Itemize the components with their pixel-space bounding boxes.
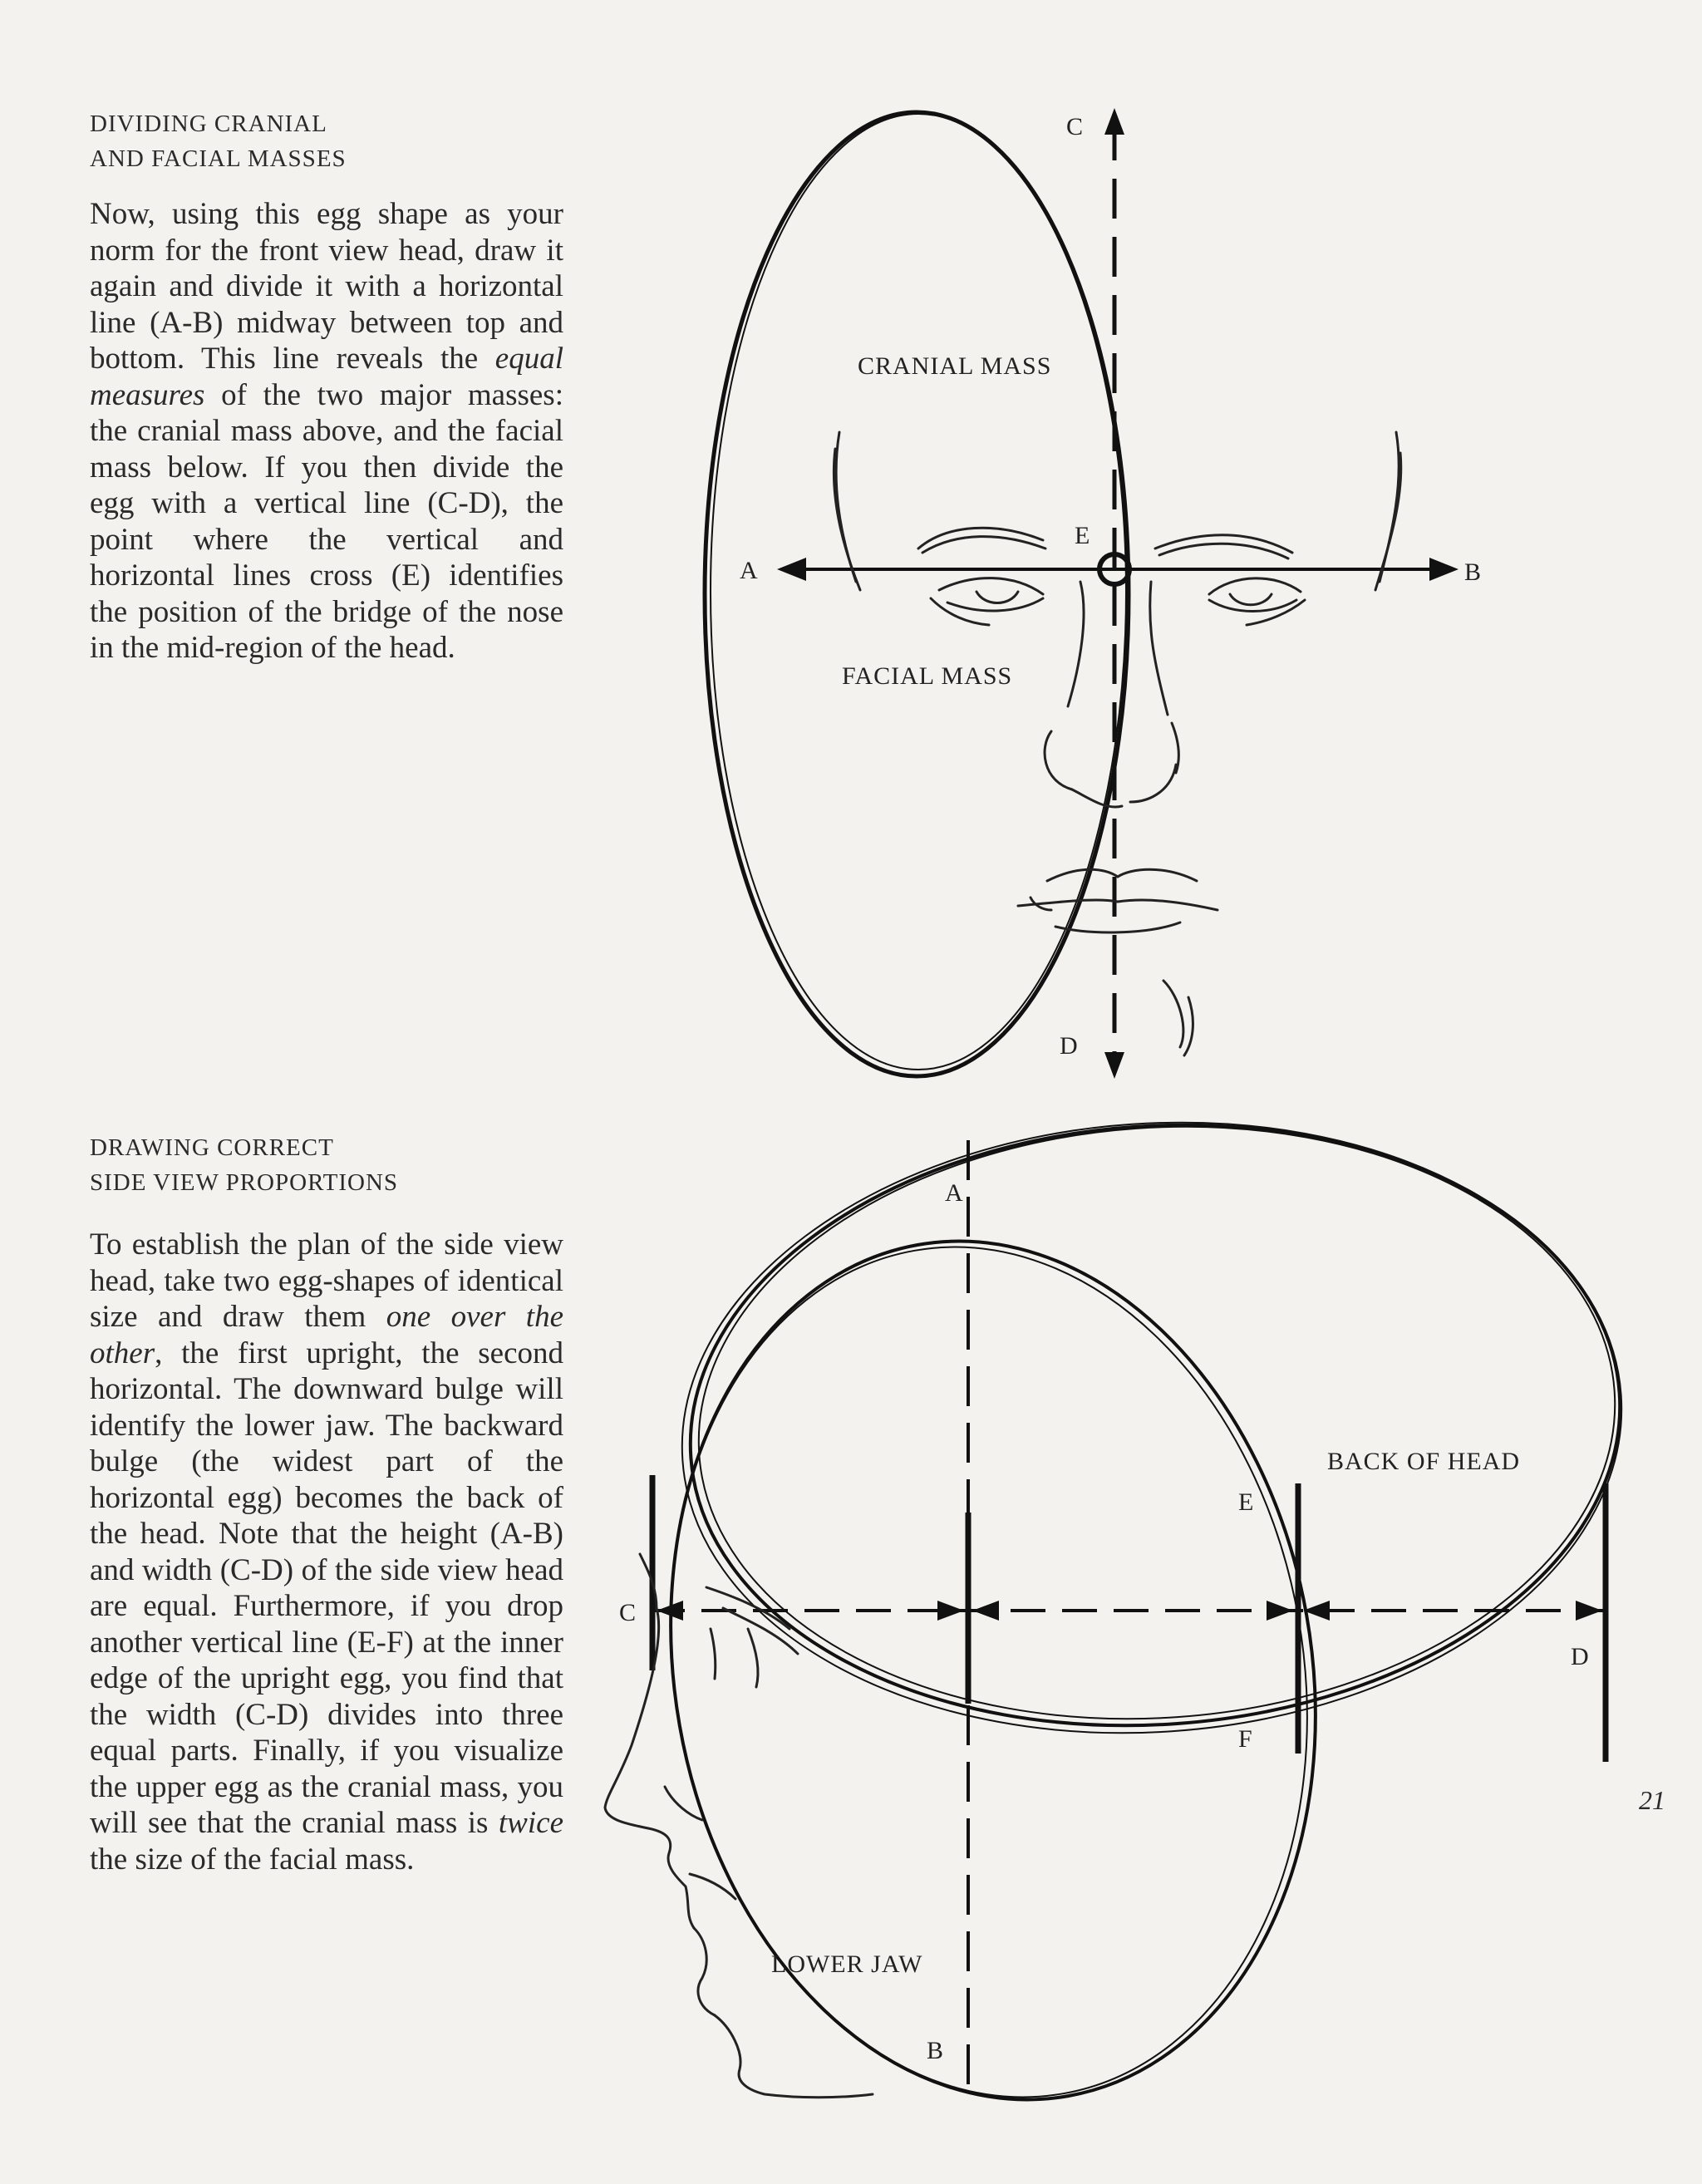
side-label-e: E [1238,1488,1254,1516]
front-arrow-a [777,558,806,581]
side-label-lower-jaw: LOWER JAW [771,1950,923,1978]
front-label-d: D [1060,1032,1078,1060]
heading-line: DRAWING CORRECT [90,1134,334,1161]
paragraph-text: , the first upright, the second horizontal. The downward bulge will identify the lower jaw. The backward bulge (the widest part of the horizontal egg) becomes the back of the head. Note that the height (A-B) and width (C-D) of the side view head are equal. Furthermore, if you drop another vertical line (E-F) at the inner edge of the upright egg, you find that the width (C-D) divides into three equal parts. Finally, if you visualize the upper egg as the cranial mass, you will see that the cranial mass is [90,1335,563,1840]
side-label-a: A [945,1179,963,1207]
emphasis-twice: twice [498,1806,563,1840]
side-label-f: F [1238,1725,1252,1753]
side-horizontal-egg [662,1091,1642,1763]
paragraph-text: Now, using this egg shape as your norm for the front view head, draw it again and divide it with a horizontal line (A-B) midway between top and bottom. This line reveals the [90,197,563,376]
front-label-cranial-mass: CRANIAL MASS [858,352,1052,380]
front-label-facial-mass: FACIAL MASS [842,662,1013,690]
front-label-e: E [1075,522,1090,549]
front-label-b: B [1464,558,1482,586]
emphasis-one-over-other: one over the other [90,1300,563,1370]
front-arrow-b [1429,558,1459,581]
paragraph-text: the size of the facial mass. [90,1842,415,1877]
emphasis-equal-measures: equal measures [90,342,563,412]
front-arrow-c [1104,108,1124,135]
side-label-d: D [1571,1643,1589,1670]
front-label-c: C [1066,113,1084,140]
side-label-back-of-head: BACK OF HEAD [1327,1448,1521,1475]
side-view-head-diagram [0,1097,1702,2177]
side-label-b: B [927,2037,944,2064]
front-arrow-d [1104,1052,1124,1079]
heading-line: SIDE VIEW PROPORTIONS [90,1169,399,1196]
front-label-a: A [740,557,758,584]
page-number: 21 [1639,1785,1665,1815]
paragraph-text: of the two major masses: the cranial mass above, and the facial mass below. If you then divide the egg with a vertical line (C-D), the point where the vertical and horizontal lines cross (E) identifies the position of the bridge of the nose in the mid-region of the head. [90,377,563,665]
front-egg-outline-echo [711,114,1126,1070]
heading-line: AND FACIAL MASSES [90,145,347,172]
paragraph-text: To establish the plan of the side view head, take two egg-shapes of identical size and draw them [90,1227,563,1334]
heading-line: DIVIDING CRANIAL [90,111,327,137]
side-label-c: C [619,1599,637,1626]
